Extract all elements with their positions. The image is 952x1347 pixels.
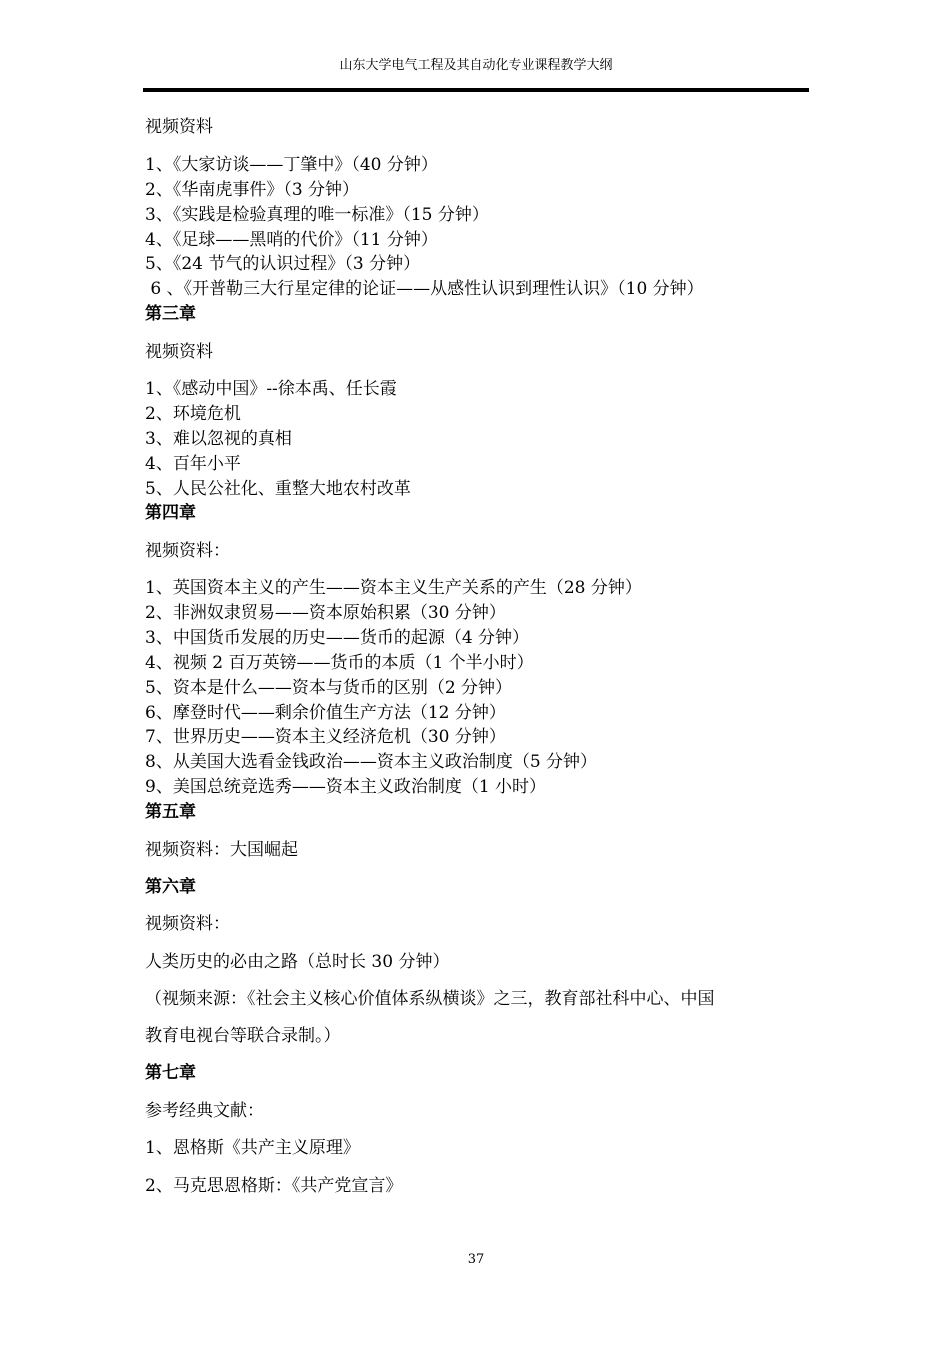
list-item: 1、《感动中国》--徐本禹、任长霞 [145,379,397,399]
list-item: 4、百年小平 [145,454,241,474]
video-title: 人类历史的必由之路（总时长 30 分钟） [145,952,450,972]
list-item: 1、《大家访谈——丁肇中》（40 分钟） [145,155,438,175]
list-item: 5、人民公社化、重整大地农村改革 [145,479,411,499]
list-item: 3、中国货币发展的历史——货币的起源（4 分钟） [145,628,530,648]
list-item: 4、《足球——黑哨的代价》（11 分钟） [145,230,438,250]
running-header: 山东大学电气工程及其自动化专业课程教学大纲 [339,58,613,73]
chapter-heading: 第四章 [145,503,196,523]
chapter-heading: 第五章 [145,802,196,822]
list-item: 6 、《开普勒三大行星定律的论证——从感性认识到理性认识》（10 分钟） [145,279,704,299]
list-item: 9、美国总统竞选秀——资本主义政治制度（1 小时） [145,777,547,797]
references-label: 参考经典文献： [145,1101,264,1121]
list-item: 3、难以忽视的真相 [145,429,292,449]
chapter-heading: 第六章 [145,877,196,897]
list-item: 5、资本是什么——资本与货币的区别（2 分钟） [145,678,513,698]
video-label: 视频资料 [145,117,213,137]
video-label: 视频资料：大国崛起 [145,840,298,860]
list-item: 2、马克思恩格斯：《共产党宣言》 [145,1176,403,1196]
list-item: 5、《24 节气的认识过程》（3 分钟） [145,254,421,274]
list-item: 1、恩格斯《共产主义原理》 [145,1138,360,1158]
video-source-continued: 教育电视台等联合录制。） [145,1026,341,1046]
chapter-heading: 第七章 [145,1063,196,1083]
video-source: （视频来源：《社会主义核心价值体系纵横谈》之三，教育部社科中心、中国 [145,989,715,1009]
list-item: 6、摩登时代——剩余价值生产方法（12 分钟） [145,703,506,723]
list-item: 2、《华南虎事件》（3 分钟） [145,180,360,200]
video-label: 视频资料 [145,342,213,362]
list-item: 2、环境危机 [145,404,241,424]
list-item: 1、英国资本主义的产生——资本主义生产关系的产生（28 分钟） [145,578,642,598]
video-label: 视频资料： [145,541,230,561]
page-number: 37 [467,1252,485,1267]
chapter-heading: 第三章 [145,304,196,324]
list-item: 7、世界历史——资本主义经济危机（30 分钟） [145,727,506,747]
header-rule [143,88,809,92]
list-item: 3、《实践是检验真理的唯一标准》（15 分钟） [145,205,489,225]
list-item: 4、视频 2 百万英镑——货币的本质（1 个半小时） [145,653,534,673]
list-item: 2、非洲奴隶贸易——资本原始积累（30 分钟） [145,603,506,623]
list-item: 8、从美国大选看金钱政治——资本主义政治制度（5 分钟） [145,752,598,772]
video-label: 视频资料： [145,914,230,934]
